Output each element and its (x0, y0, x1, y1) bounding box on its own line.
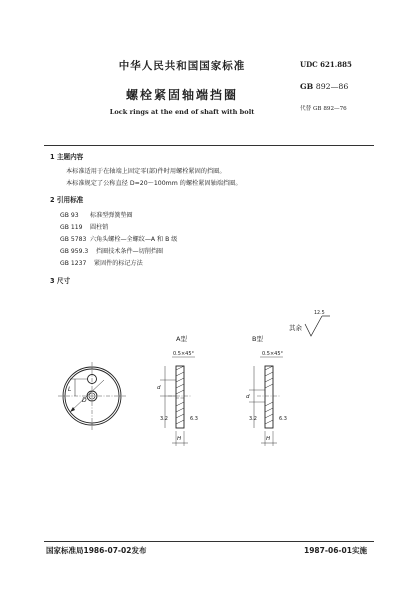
chamfer-a-label: 0.5×45° (173, 351, 195, 357)
dim-d-small-a: d (157, 385, 161, 391)
section-1-line-1: 本标准适用于在轴端上固定零(部)件时用螺栓紧固的挡圈。 (66, 168, 226, 175)
reference-text: 六角头螺栓—全螺纹—A 和 B 级 (90, 236, 178, 243)
reference-text: 挡圈技术条件—切削挡圈 (96, 248, 164, 255)
reference-text: 紧固件的标记方法 (94, 260, 143, 267)
roughness-value: 12.5 (314, 311, 325, 316)
front-view (58, 362, 126, 430)
reference-code: GB 93 (60, 212, 79, 219)
section-3-heading: 3 尺寸 (50, 277, 71, 285)
reference-code: GB 1237 (60, 260, 87, 267)
dim-63-b: 6.3 (279, 416, 287, 422)
gb-prefix: GB (300, 82, 314, 91)
section-b (249, 366, 281, 446)
reference-code: GB 119 (60, 224, 83, 231)
reference-code: GB 5783 (60, 236, 87, 243)
rest-label: 其余 (289, 324, 302, 332)
document-title-en: Lock rings at the end of shaft with bolt (109, 108, 255, 116)
section-2-heading: 2 引用标准 (50, 196, 84, 204)
reference-text: 标准型弹簧垫圈 (90, 212, 133, 219)
section-1-line-2: 本标准规定了公称直径 D=20～100mm 的螺栓紧固轴端挡圈。 (66, 180, 242, 187)
reference-code: GB 959.3 (60, 248, 89, 255)
type-b-label: B型 (252, 335, 263, 343)
type-a-label: A型 (176, 335, 187, 343)
gb-code: 892—86 (315, 82, 349, 91)
udc-number: UDC 621.885 (300, 60, 352, 69)
standard-title: 中华人民共和国国家标准 (118, 60, 246, 72)
reference-text: 圆柱销 (90, 224, 109, 231)
dim-d-label: D (82, 397, 87, 404)
issue-date: 国家标准局1986-07-02发布 (46, 546, 147, 555)
dim-d-small-b: d (246, 394, 250, 400)
dim-32-b: 3.2 (249, 416, 257, 422)
dim-32-a: 3.2 (160, 416, 168, 422)
footer-rule (44, 541, 374, 542)
roughness-symbol (305, 316, 330, 336)
dim-h-b: H (266, 436, 271, 442)
dim-l-label: L (68, 386, 72, 393)
chamfer-b-label: 0.5×45° (262, 351, 284, 357)
document-title: 螺栓紧固轴端挡圈 (125, 88, 238, 102)
dim-63-a: 6.3 (190, 416, 198, 422)
replaces-note: 代替 GB 892—76 (300, 106, 347, 112)
dim-h-a: H (177, 436, 182, 442)
section-a (160, 366, 192, 446)
section-1-heading: 1 主题内容 (50, 153, 84, 161)
effective-date: 1987-06-01实施 (304, 546, 367, 555)
